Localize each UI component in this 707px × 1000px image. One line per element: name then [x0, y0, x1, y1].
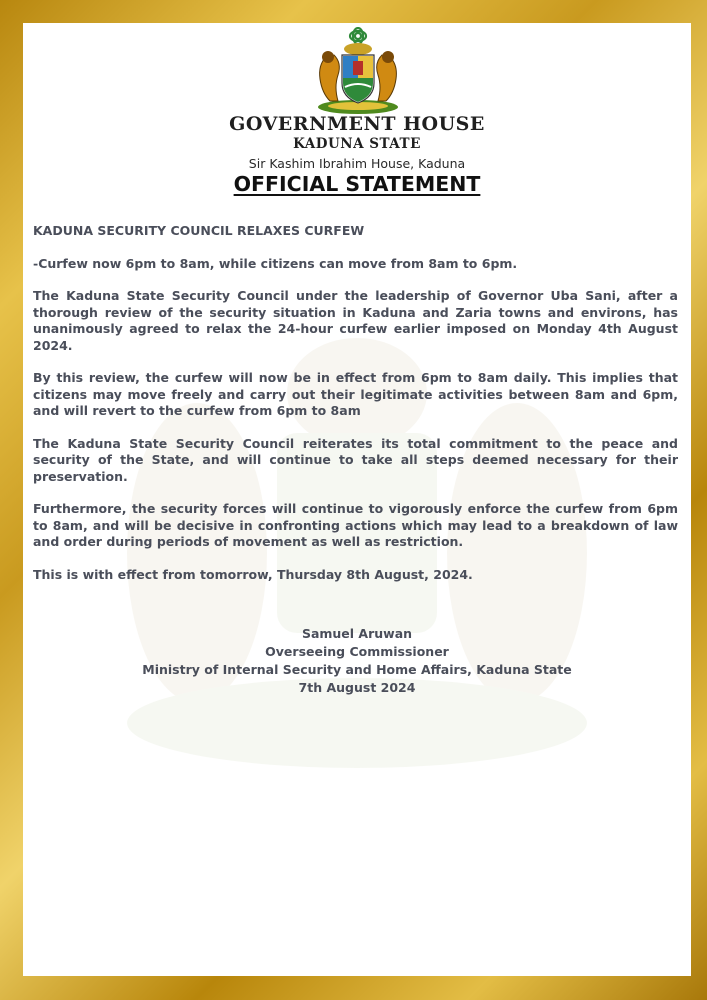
statement-heading-label: OFFICIAL STATEMENT	[233, 172, 481, 196]
statement-headline: KADUNA SECURITY COUNCIL RELAXES CURFEW	[33, 223, 365, 238]
office-address: Sir Kashim Ibrahim House, Kaduna	[248, 156, 466, 171]
paragraph-enforcement: Furthermore, the security forces will continue to vigorously enforce the curfew from 6pm to 8am, and will be decisive in confronting actions which may lead to a breakdown of law and order during periods of movement as well as restriction.	[33, 501, 678, 549]
statement-heading	[23, 172, 691, 196]
statement-page	[23, 23, 691, 976]
paragraph-curfew-hours: By this review, the curfew will now be in effect from 6pm to 8am daily. This implies that citizens may move freely and carry out their legitimate activities between 8am and 6pm, and will revert to the curfew from 6pm to 8am	[33, 370, 678, 418]
state-name: KADUNA STATE	[293, 136, 421, 152]
statement-body	[33, 223, 678, 599]
statement-date: 7th August 2024	[298, 680, 416, 695]
signatory-name: Samuel Aruwan	[301, 626, 413, 641]
document-title: GOVERNMENT HOUSE	[229, 113, 485, 135]
kaduna-coat-of-arms-logo	[312, 27, 404, 115]
paragraph-summary: -Curfew now 6pm to 8am, while citizens can move from 8am to 6pm.	[33, 255, 518, 271]
signatory-ministry: Ministry of Internal Security and Home Affairs, Kaduna State	[142, 662, 572, 677]
paragraph-effective-date: This is with effect from tomorrow, Thursday 8th August, 2024.	[33, 566, 473, 582]
signatory-title: Overseeing Commissioner	[265, 644, 449, 659]
signature-block	[23, 625, 691, 697]
paragraph-commitment: The Kaduna State Security Council reiterates its total commitment to the peace and security of the State, and will continue to take all steps deemed necessary for their preservation.	[33, 435, 678, 484]
paragraph-council-decision: The Kaduna State Security Council under the leadership of Governor Uba Sani, after a thorough review of the security situation in Kaduna and Zaria towns and environs, has unanimously agreed to relax the 24-hour curfew earlier imposed on Monday 4th August 2024.	[33, 288, 678, 353]
